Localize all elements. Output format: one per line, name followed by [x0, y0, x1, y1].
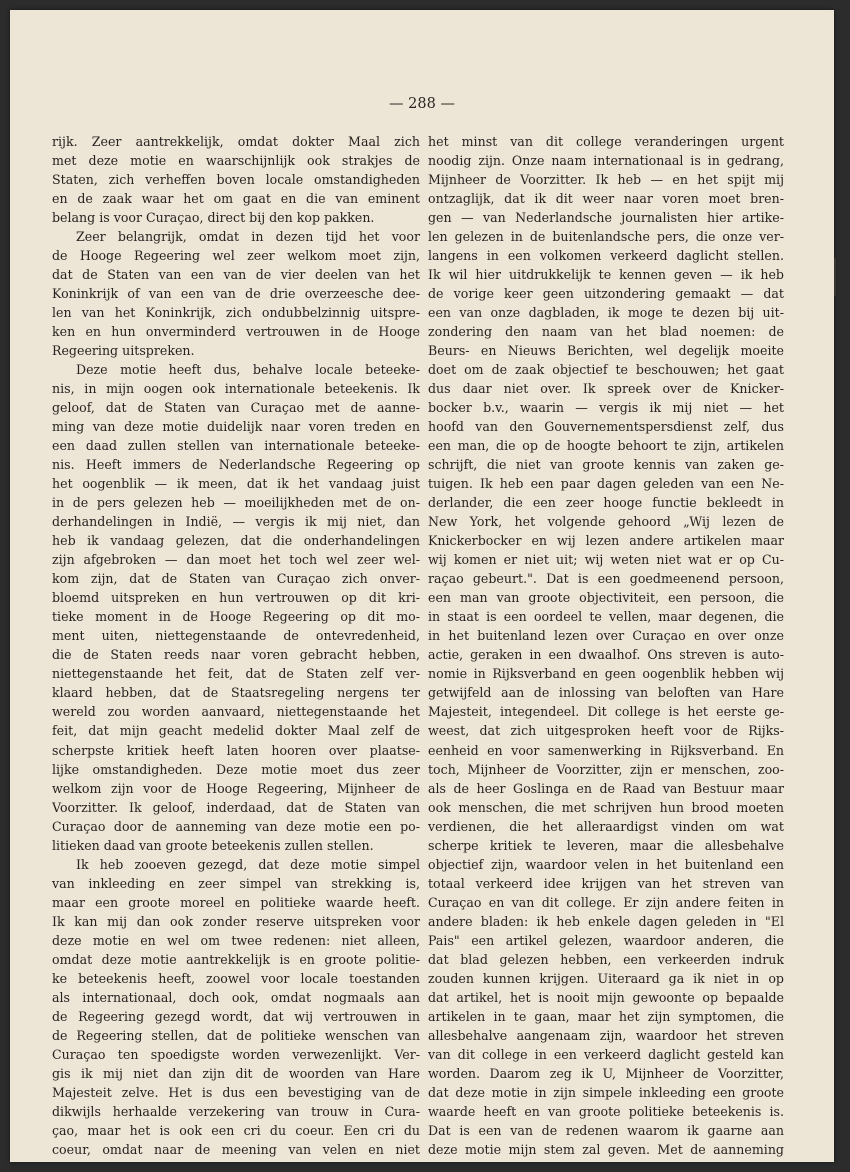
text-line: van dit college in een verkeerd daglicht gesteld kan — [428, 1046, 784, 1062]
text-line: weest, dat zich uitgesproken heeft voor de Rijks- — [428, 723, 784, 739]
text-line: kom zijn, dat de Staten van Curaçao zich onver- — [52, 571, 420, 587]
text-line: scherpe kritiek te leveren, maar die allesbehalve — [428, 837, 784, 853]
text-line: lijke omstandigheden. Deze motie moet dus zeer — [52, 761, 420, 777]
text-line: nis, in mijn oogen ook internationale beteekenis. Ik — [52, 381, 420, 397]
text-line: de Regeering stellen, dat de politieke wenschen van — [52, 1027, 420, 1043]
text-line: zouden kunnen krijgen. Uiteraard ga ik niet in op — [428, 970, 784, 986]
text-line: het oogenblik — ik meen, dat ik het vandaag juist — [52, 476, 420, 492]
text-line: schrijft, die niet van groote kennis van zaken ge- — [428, 457, 784, 473]
text-line: noodig zijn. Onze naam internationaal is in gedrang, — [428, 153, 784, 169]
text-line: Regeering uitspreken. — [52, 343, 195, 359]
text-line: raçao gebeurt.". Dat is een goedmeenend persoon, — [428, 571, 784, 587]
text-line: de Regeering gezegd wordt, dat wij vertrouwen in — [52, 1008, 420, 1024]
text-line: Ik heb zooeven gezegd, dat deze motie simpel — [76, 856, 420, 872]
text-line: Knickerbocker en wij lezen andere artikelen maar — [428, 533, 784, 549]
text-line: len van het Koninkrijk, zich ondubbelzinnig uitspre- — [52, 305, 420, 321]
text-line: dikwijls herhaalde verzekering van trouw in Cura- — [52, 1103, 420, 1119]
text-line: een van onze dagbladen, ik moge te dezen bij uit- — [428, 305, 784, 321]
text-line: in de pers gelezen heb — moeilijkheden met de on- — [52, 495, 420, 511]
text-line: rijk. Zeer aantrekkelijk, omdat dokter Maal zich — [52, 134, 420, 149]
text-line: tieke moment in de Hooge Regeering op dit mo- — [52, 609, 420, 625]
text-column-right — [428, 132, 784, 1159]
text-line: die de Staten reeds naar voren gebracht hebben, — [52, 647, 420, 663]
text-line: derlander, die een zeer hooge functie bekleedt in — [428, 495, 784, 511]
text-line: nis. Heeft immers de Nederlandsche Regeering op — [52, 457, 420, 473]
text-line: ook menschen, die met schrijven hun brood moeten — [428, 799, 784, 815]
text-line: getwijfeld aan de inlossing van beloften van Hare — [428, 685, 784, 701]
text-line: artikelen in te gaan, maar het zijn symptomen, die — [428, 1008, 784, 1024]
text-line: een man, die op de hoogte behoort te zijn, artikelen — [428, 438, 784, 454]
text-line: worden. Daarom zeg ik U, Mijnheer de Voorzitter, — [428, 1065, 784, 1081]
text-line: waarde heeft en van groote politieke beteekenis is. — [428, 1103, 784, 1119]
text-line: ke beteekenis heeft, zoowel voor locale toestanden — [52, 970, 420, 986]
text-line: Majesteit zelve. Het is dus een bevestiging van de — [52, 1084, 420, 1100]
document-page — [10, 10, 834, 1162]
text-line: bloemd uitspreken en hun vertrouwen op dit kri- — [52, 590, 420, 606]
text-line: Ik wil hier uitdrukkelijk te kennen geven — ik heb — [428, 267, 784, 283]
text-line: met deze motie en waarschijnlijk ook strakjes de — [52, 153, 420, 169]
text-line: doet om de zaak objectief te beschouwen; het gaat — [428, 362, 784, 378]
text-column-left — [52, 132, 420, 1159]
text-line: de Hooge Regeering wel zeer welkom moet zijn, — [52, 248, 420, 264]
text-line: belang is voor Curaçao, direct bij den kop pakken. — [52, 210, 375, 226]
text-line: Deze motie heeft dus, behalve locale beteeke- — [76, 362, 420, 378]
text-line: New York, het volgende gehoord „Wij lezen de — [428, 514, 784, 530]
text-line: gen — van Nederlandsche journalisten hier artike- — [428, 210, 784, 226]
text-line: dat artikel, het is nooit mijn gewoonte op bepaalde — [428, 989, 784, 1005]
text-line: Dat is een van de redenen waarom ik gaarne aan — [428, 1122, 784, 1138]
text-line: tuigen. Ik heb een paar dagen geleden van een Ne- — [428, 476, 784, 492]
text-line: geloof, dat de Staten van Curaçao met de aanne- — [52, 400, 420, 416]
text-line: langens in een volkomen verkeerd daglicht stellen. — [428, 248, 784, 264]
text-line: het minst van dit college veranderingen urgent — [428, 134, 784, 149]
text-line: hoofd van den Gouvernementspersdienst zelf, dus — [428, 419, 784, 435]
text-line: heb ik vandaag gelezen, dat die onderhandelingen — [52, 533, 420, 549]
text-line: in staat is een oordeel te vellen, maar degenen, die — [428, 609, 784, 625]
text-line: maar een groote moreel en politieke waarde heeft. — [52, 894, 420, 910]
text-line: len gelezen in de buitenlandsche pers, die onze ver- — [428, 229, 784, 245]
text-line: ment uiten, niettegenstaande de ontevredenheid, — [52, 628, 420, 644]
text-line: Curaçao en van dit college. Er zijn andere feiten in — [428, 894, 784, 910]
text-line: Beurs- en Nieuws Berichten, wel degelijk moeite — [428, 343, 784, 359]
text-line: een man van groote objectiviteit, een persoon, die — [428, 590, 784, 606]
text-line: actie, geraken in een dwaalhof. Ons streven is auto- — [428, 647, 784, 663]
text-line: eenheid en voor samenwerking in Rijksverband. En — [428, 742, 784, 758]
text-line: zijn afgebroken — dan moet het toch wel zeer wel- — [52, 552, 420, 568]
text-line: Curaçao door de aanneming van deze motie een po- — [52, 818, 420, 834]
text-line: Mijnheer de Voorzitter. Ik heb — en het spijt mij — [428, 172, 784, 188]
text-line: zondering den naam van het blad noemen: de — [428, 324, 784, 340]
text-line: dat de Staten van een van de vier deelen van het — [52, 267, 420, 283]
text-line: litieken daad van groote beteekenis zullen stellen. — [52, 837, 374, 853]
text-line: dus daar niet over. Ik spreek over de Knicker- — [428, 381, 784, 397]
text-line: als de heer Goslinga en de Raad van Bestuur maar — [428, 780, 784, 796]
text-line: welkom zijn voor de Hooge Regeering, Mijnheer de — [52, 780, 420, 796]
margin-mark — [834, 258, 836, 296]
text-line: Curaçao ten spoedigste worden verwezenlijkt. Ver- — [52, 1046, 420, 1062]
text-line: objectief zijn, waardoor velen in het buitenland een — [428, 856, 784, 872]
text-line: gis ik mij niet dan zijn dit de woorden van Hare — [52, 1065, 420, 1081]
text-line: andere bladen: ik heb enkele dagen geleden in "El — [428, 913, 784, 929]
text-line: Ik kan mij dan ook zonder reserve uitspreken voor — [52, 913, 420, 929]
text-line: allesbehalve aangenaam zijn, waardoor het streven — [428, 1027, 784, 1043]
text-line: verdienen, die het alleraardigst vinden om wat — [428, 818, 784, 834]
text-line: deze motie en wel om twee redenen: niet alleen, — [52, 932, 420, 948]
text-line: klaard hebben, dat de Staatsregeling nergens ter — [52, 685, 420, 701]
text-line: çao, maar het is ook een cri du coeur. Een cri du — [52, 1122, 420, 1138]
text-line: wereld zou worden aanvaard, niettegenstaande het — [52, 704, 420, 720]
text-line: toch, Mijnheer de Voorzitter, zijn er menschen, zoo- — [428, 761, 784, 777]
text-line: niettegenstaande het feit, dat de Staten zelf ver- — [52, 666, 420, 682]
text-line: van inkleeding en zeer simpel van strekking is, — [52, 875, 420, 891]
text-line: wij komen er niet uit; wij weten niet wat er op Cu- — [428, 552, 784, 568]
text-line: deze motie mijn stem zal geven. Met de aanneming — [428, 1141, 784, 1157]
text-line: Voorzitter. Ik geloof, inderdaad, dat de Staten van — [52, 799, 420, 815]
text-line: Pais" een artikel gelezen, waardoor anderen, die — [428, 932, 784, 948]
text-line: ontzaglijk, dat ik dit weer naar voren moet bren- — [428, 191, 784, 207]
text-line: in het buitenland lezen over Curaçao en over onze — [428, 628, 784, 644]
text-line: feit, dat mijn geacht medelid dokter Maal zelf de — [52, 723, 420, 739]
text-line: dat blad gelezen hebben, een verkeerden indruk — [428, 951, 784, 967]
text-line: Majesteit, integendeel. Dit college is het eerste ge- — [428, 704, 784, 720]
text-line: derhandelingen in Indië, — vergis ik mij niet, dan — [52, 514, 420, 530]
text-line: coeur, omdat naar de meening van velen en niet — [52, 1141, 420, 1157]
text-line: een daad zullen stellen van internationale beteeke- — [52, 438, 420, 454]
text-line: dat deze motie in zijn simpele inkleeding een groote — [428, 1084, 784, 1100]
text-line: Koninkrijk of van een van de drie overzeesche dee- — [52, 286, 420, 302]
text-line: ken en hun onverminderd vertrouwen in de Hooge — [52, 324, 420, 340]
text-line: de vorige keer geen uitzondering gemaakt — dat — [428, 286, 784, 302]
page-number: — 288 — — [389, 96, 455, 112]
text-line: Staten, zich verheffen boven locale omstandigheden — [52, 172, 420, 188]
text-line: ming van deze motie duidelijk naar voren treden en — [52, 419, 420, 435]
text-line: omdat deze motie aantrekkelijk is en groote politie- — [52, 951, 420, 967]
text-line: Zeer belangrijk, omdat in dezen tijd het voor — [76, 229, 420, 245]
text-line: en de zaak waar het om gaat en die van eminent — [52, 191, 420, 207]
text-line: als internationaal, doch ook, omdat nogmaals aan — [52, 989, 420, 1005]
text-line: nomie in Rijksverband en geen oogenblik hebben wij — [428, 666, 784, 682]
text-line: scherpste kritiek heeft laten hooren over plaatse- — [52, 742, 420, 758]
text-line: totaal verkeerd idee krijgen van het streven van — [428, 875, 784, 891]
text-line: bocker b.v., waarin — vergis ik mij niet — het — [428, 400, 784, 416]
